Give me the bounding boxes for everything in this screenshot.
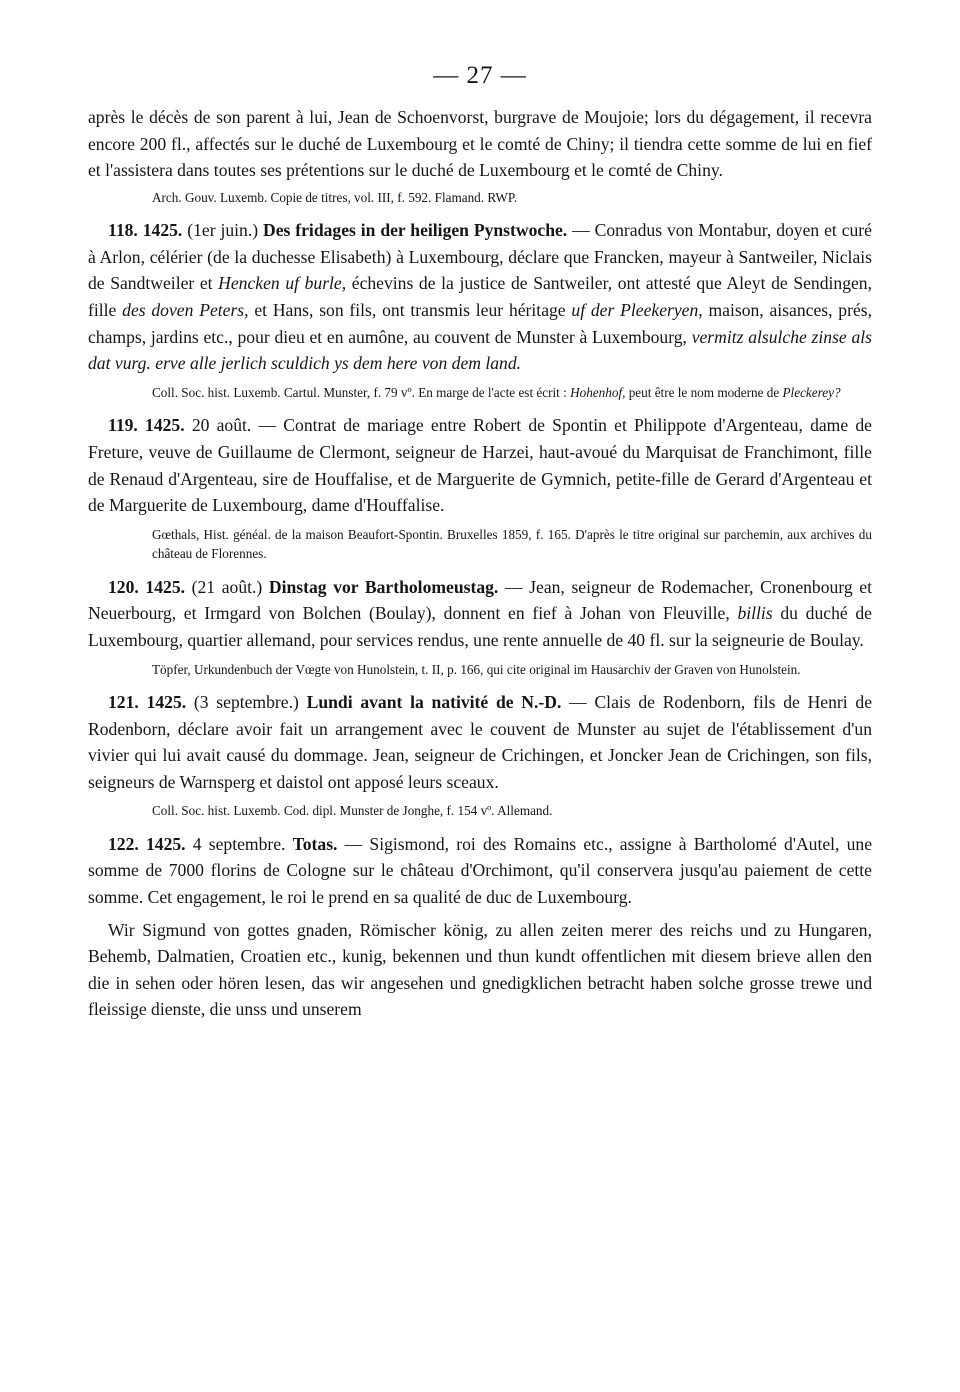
entry-text: — Clais de Rodenborn, fils de Henri de Rodenborn, déclare avoir fait un arrangement avec le couvent de Munster au sujet de l'établissement d'un vivier qui lui avait causé du dommage. Jean, seigneur de Crichingen, et Joncker Jean de Crichingen, son fils, seigneurs de Warnsperg et daistol ont apposé leurs sceaux.	[88, 692, 872, 792]
entry-text: — Conradus von Montabur, doyen et curé à Arlon, célérier (de la duchesse Elisabeth) à Luxembourg, déclare que Francken, mayeur à Santweiler, Niclais de Sandtweiler et	[88, 220, 872, 294]
entry-title: Totas.	[292, 833, 338, 854]
entry-120-source: Töpfer, Urkundenbuch der Vœgte von Hunolstein, t. II, p. 166, qui cite original im Hausarchiv der Graven von Hunolstein.	[152, 661, 801, 677]
entry-year: 1425.	[146, 692, 187, 712]
intro-paragraph: après le décès de son parent à lui, Jean de Schoenvorst, burgrave de Moujoie; lors du dégagement, il recevra encore 200 fl., affectés sur le duché de Luxembourg et le comté de Chiny; il tiendra cette somme de lui en fief et l'assistera dans toutes ses prétentions sur le duché de Luxembourg et le comté de Chiny.	[88, 107, 872, 181]
entry-number: 118.	[108, 220, 138, 241]
entry-text: maison, aisances, prés, champs, jardins etc., pour dieu et en aumône, au couvent de Munster à Luxembourg,	[88, 300, 873, 347]
source-text: Coll. Soc. hist. Luxemb. Cartul. Munster, f. 79 vº. En marge de l'acte est écrit :	[152, 384, 571, 400]
entry-number: 121.	[108, 692, 139, 712]
entry-date: 4 septembre.	[192, 833, 286, 854]
entry-text: — Contrat de mariage entre Robert de Spontin et Philippote d'Argenteau, dame de Freture, veuve de Guillaume de Clermont, seigneur de Harzei, haut-avoué du Marquisat de Franchimont, fille de Renaud d'Argenteau, sire de Houffalise, et de Marguerite de Gymnich, petite-fille de Gerard d'Argenteau et de Marguerite de Luxembourg, dame d'Houffalise.	[88, 415, 872, 516]
entry-italic: billis	[737, 603, 773, 624]
source-italic: Pleckerey?	[782, 384, 841, 400]
entry-119-source: Gœthals, Hist. généal. de la maison Beaufort-Spontin. Bruxelles 1859, f. 165. D'après le titre original sur parchemin, aux archives du château de Florennes.	[152, 526, 872, 562]
entry-title: Des fridages in der heiligen Pynstwoche.	[263, 220, 568, 241]
entry-120	[88, 574, 872, 654]
entry-italic: vermitz alsulche zinse als dat vurg. erve alle jerlich sculdich ys dem here von dem land.	[88, 326, 872, 374]
entry-title: Dinstag vor Bartholomeustag.	[268, 576, 499, 597]
entry-number: 122.	[108, 833, 139, 854]
entry-number: 119.	[108, 415, 138, 436]
entry-italic: uf der Pleekeryen,	[571, 300, 703, 321]
entry-date: (3 septembre.)	[193, 692, 299, 712]
entry-year: 1425.	[145, 833, 186, 854]
entry-121	[88, 689, 872, 795]
entry-number: 120.	[108, 576, 139, 597]
intro-source: Arch. Gouv. Luxemb. Copie de titres, vol. III, f. 592. Flamand. RWP.	[152, 189, 518, 205]
entry-year: 1425.	[142, 220, 183, 241]
entry-118	[88, 217, 872, 377]
entry-title: Lundi avant la nativité de N.-D.	[306, 692, 562, 712]
entry-text: du duché de Luxembourg, quartier allemand, pour services rendus, une rente annuelle de 40 fl. sur la seigneurie de Boulay.	[88, 603, 872, 650]
entry-text: — Sigismond, roi des Romains etc., assigne à Bartholomé d'Autel, une somme de 7000 florins de Cologne sur le château d'Orchimont, qu'il conservera jusqu'au paiement de cette somme. Cet engagement, le roi le prend en sa qualité de duc de Luxembourg.	[88, 833, 873, 908]
entry-text: — Jean, seigneur de Rodemacher, Cronenbourg et Neuerbourg, et Irmgard von Bolchen (Boulay), donnent en fief à Johan von Fleuville,	[88, 576, 872, 624]
entry-118-source	[88, 383, 872, 403]
source-italic: Hohenhof,	[570, 384, 626, 400]
entry-122	[88, 831, 872, 911]
entry-date: 20 août.	[191, 415, 252, 436]
entry-year: 1425.	[145, 576, 186, 597]
document-page	[88, 62, 872, 1023]
source-text: peut être le nom moderne de	[625, 384, 783, 400]
entry-year: 1425.	[145, 415, 185, 436]
page-number: — 27 —	[433, 62, 527, 89]
entry-italic: Hencken uf burle,	[218, 273, 347, 294]
entry-date: (1er juin.)	[187, 220, 259, 241]
entry-text: échevins de la justice de Santweiler, ont attesté que Aleyt de Sendingen, fille	[88, 273, 872, 321]
entry-text: et Hans, son fils, ont transmis leur héritage	[248, 300, 572, 321]
entry-122-quote: Wir Sigmund von gottes gnaden, Römischer könig, zu allen zeiten merer des reichs und zu Hungaren, Behemb, Dalmatien, Croatien etc., kunig, bekennen und thun kundt offentlichen mit diesem brieve allen den die in sehen oder hören lesen, das wir angesehen und gnedigklichen betracht haben solche grosse trewe und fleissige dienste, die unss und unserem	[88, 919, 872, 1020]
entry-italic: des doven Peters,	[122, 300, 249, 321]
entry-121-source: Coll. Soc. hist. Luxemb. Cod. dipl. Munster de Jonghe, f. 154 vº. Allemand.	[152, 803, 553, 819]
entry-119	[88, 412, 872, 518]
entry-date: (21 août.)	[191, 576, 263, 597]
